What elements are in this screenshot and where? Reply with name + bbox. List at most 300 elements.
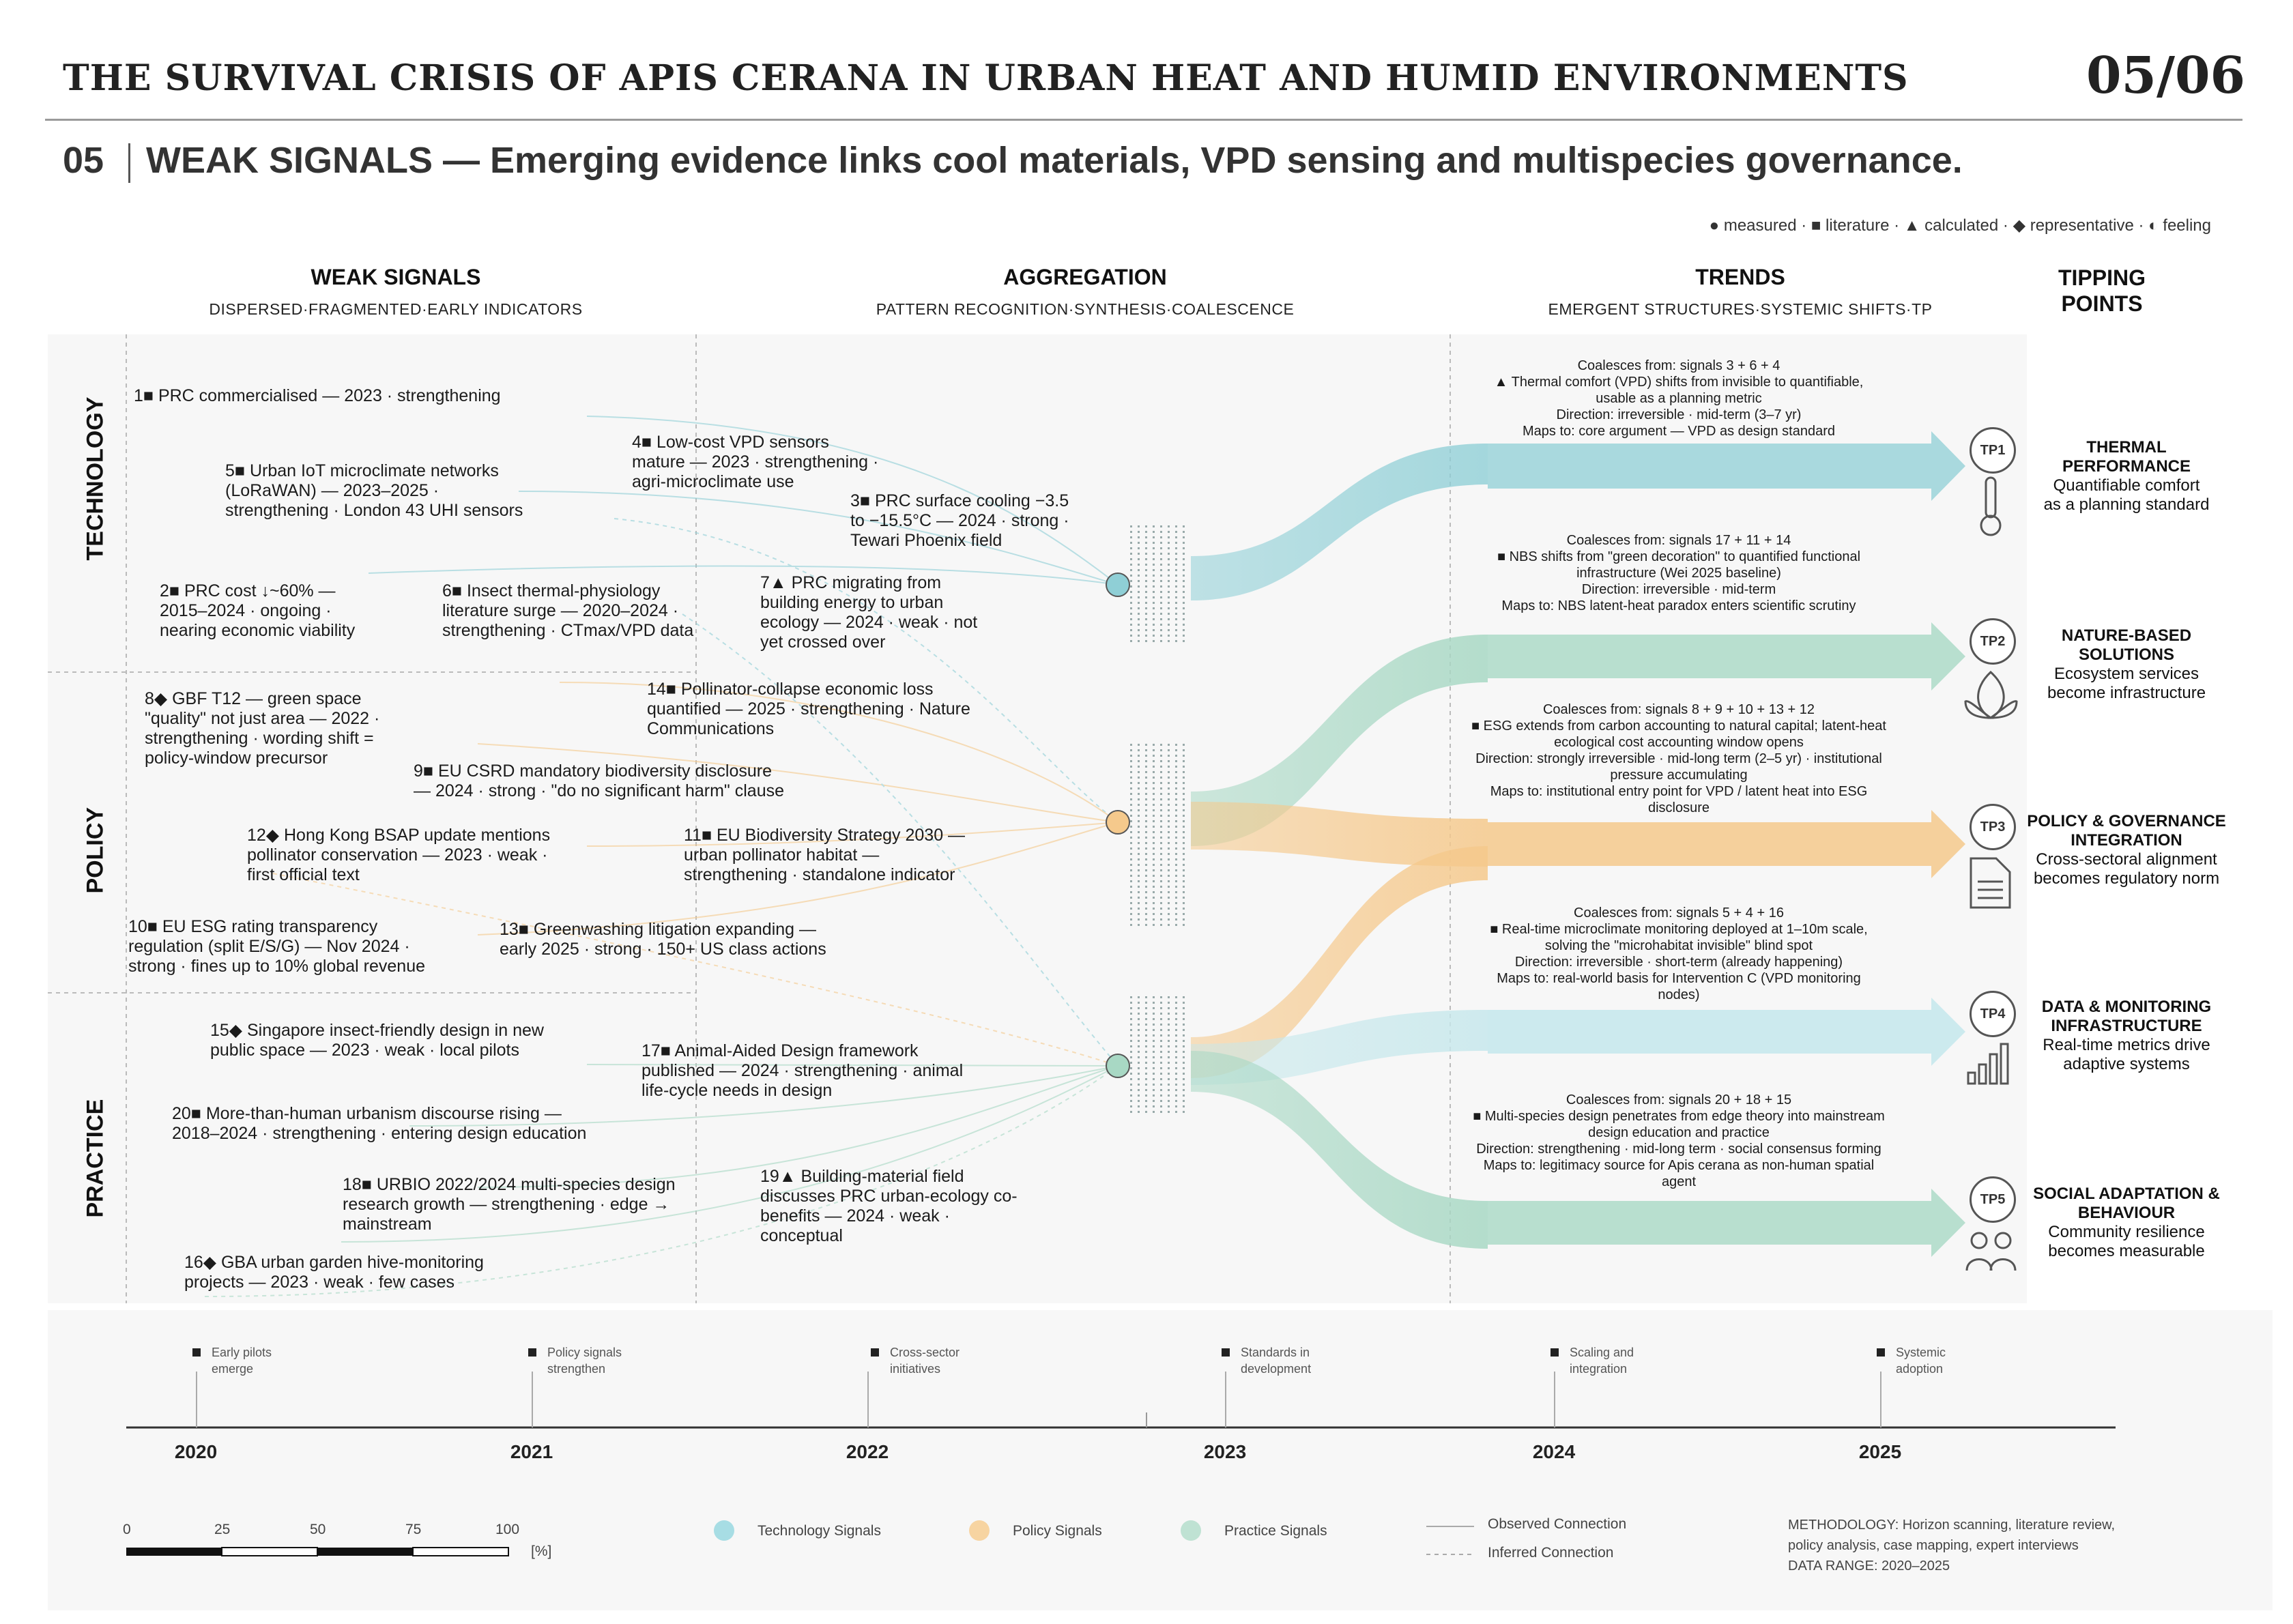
tp1-badge: TP1 — [1970, 427, 2016, 474]
aggregation-dot — [1145, 585, 1147, 588]
signal-7: 7▲ PRC migrating from building energy to urban ecology — 2024 · weak · not yet crossed over — [760, 573, 978, 652]
aggregation-dot — [1145, 547, 1147, 549]
aggregation-dot — [1168, 1029, 1170, 1031]
aggregation-dot — [1138, 908, 1140, 910]
aggregation-dot — [1145, 624, 1147, 626]
tp4-badge: TP4 — [1970, 991, 2016, 1037]
aggregation-dot — [1175, 1029, 1177, 1031]
aggregation-dot — [1168, 624, 1170, 626]
aggregation-dot — [1145, 602, 1147, 604]
aggregation-dot — [1175, 547, 1177, 549]
aggregation-dot — [1138, 536, 1140, 538]
row-label-practice: PRACTICE — [82, 1099, 109, 1218]
aggregation-dot — [1183, 1094, 1185, 1097]
aggregation-dot — [1183, 755, 1185, 757]
aggregation-dot — [1130, 525, 1132, 527]
aggregation-dot — [1138, 585, 1140, 588]
aggregation-dot — [1138, 1056, 1140, 1058]
aggregation-dot — [1145, 847, 1147, 850]
aggregation-dot — [1168, 1094, 1170, 1097]
aggregation-dot — [1130, 924, 1132, 926]
signal-18: 18■ URBIO 2022/2024 multi-species design research growth — strengthening · edge → mainstream — [343, 1175, 676, 1234]
aggregation-dot — [1168, 1013, 1170, 1015]
aggregation-dot — [1175, 749, 1177, 751]
aggregation-dot — [1160, 777, 1162, 779]
aggregation-dot — [1138, 547, 1140, 549]
aggregation-dot — [1175, 596, 1177, 598]
aggregation-dot — [1183, 891, 1185, 893]
aggregation-dot — [1160, 596, 1162, 598]
aggregation-dot — [1130, 1024, 1132, 1026]
aggregation-dot — [1183, 585, 1185, 588]
aggregation-dot — [1138, 864, 1140, 866]
aggregation-dot — [1130, 749, 1132, 751]
aggregation-dot — [1160, 553, 1162, 555]
aggregation-dot — [1168, 1062, 1170, 1064]
milestone-marker — [1222, 1348, 1230, 1357]
aggregation-dot — [1168, 831, 1170, 833]
aggregation-dot — [1153, 629, 1155, 631]
aggregation-dot — [1175, 886, 1177, 888]
aggregation-dot — [1183, 875, 1185, 877]
aggregation-dot — [1168, 575, 1170, 577]
signal-8: 8◆ GBF T12 — green space "quality" not just area — 2022 · strengthening · wording shift = policy-window precursor — [145, 689, 380, 768]
aggregation-dot — [1138, 853, 1140, 855]
aggregation-dot — [1175, 744, 1177, 746]
tp2-text — [2024, 626, 2229, 703]
aggregation-dot — [1153, 809, 1155, 811]
aggregation-dot — [1168, 1051, 1170, 1053]
methodology-note: METHODOLOGY: Horizon scanning, literature review, policy analysis, case mapping, expert interviews DATA RANGE: 2020–2025 — [1788, 1518, 2116, 1574]
aggregation-dot — [1175, 1084, 1177, 1086]
aggregation-dot — [1145, 1029, 1147, 1031]
aggregation-dot — [1138, 596, 1140, 598]
aggregation-dot — [1138, 640, 1140, 642]
aggregation-dot — [1160, 1056, 1162, 1058]
milestone-2: Policy signals strengthen — [547, 1346, 622, 1376]
aggregation-dot — [1130, 1002, 1132, 1004]
aggregation-dot — [1168, 908, 1170, 910]
aggregation-dot — [1153, 1111, 1155, 1113]
aggregation-dot — [1160, 918, 1162, 920]
milestone-3: Cross-sector initiatives — [890, 1346, 960, 1376]
aggregation-dot — [1153, 842, 1155, 844]
milestone-1: Early pilots emerge — [212, 1346, 272, 1376]
col-weak-title: WEAK SIGNALS — [311, 265, 481, 289]
aggregation-dot — [1183, 624, 1185, 626]
aggregation-dot — [1183, 902, 1185, 904]
aggregation-dot — [1145, 531, 1147, 533]
aggregation-dot — [1138, 542, 1140, 544]
aggregation-dot — [1175, 1024, 1177, 1026]
aggregation-dot — [1130, 1100, 1132, 1102]
aggregation-dot — [1175, 864, 1177, 866]
aggregation-dot — [1160, 820, 1162, 822]
trend-3: Coalesces from: signals 8 + 9 + 10 + 13 + 12 ■ ESG extends from carbon accounting to natural capital; latent-heat ecological cost accounting window opens Direction: strongly irreversible · mid-long term (2–5 yr) · institutional pressure accumulating Maps to: institutional entry point for VPD / latent heat into ESG disclosure — [1471, 702, 1886, 815]
aggregation-dot — [1183, 558, 1185, 560]
aggregation-dot — [1183, 1078, 1185, 1080]
aggregation-dot — [1183, 815, 1185, 817]
aggregation-dot — [1153, 902, 1155, 904]
aggregation-dot — [1130, 996, 1132, 998]
aggregation-dot — [1153, 886, 1155, 888]
symbol-key: ● measured · ■ literature · ▲ calculated · ◆ representative · ◐ feeling — [1709, 216, 2211, 235]
aggregation-dot — [1153, 1013, 1155, 1015]
signal-9: 9■ EU CSRD mandatory biodiversity disclosure — 2024 · strong · "do no significant harm" clause — [414, 762, 785, 800]
aggregation-dot — [1168, 1018, 1170, 1020]
aggregation-dot — [1130, 1105, 1132, 1107]
aggregation-dot — [1153, 618, 1155, 620]
aggregation-dot — [1183, 569, 1185, 571]
aggregation-dot — [1160, 547, 1162, 549]
aggregation-dot — [1130, 787, 1132, 789]
aggregation-dot — [1145, 793, 1147, 795]
aggregation-dot — [1145, 640, 1147, 642]
aggregation-dot — [1175, 607, 1177, 609]
aggregation-dot — [1138, 1078, 1140, 1080]
aggregation-dot — [1160, 1034, 1162, 1036]
aggregation-dot — [1145, 804, 1147, 806]
signal-17: 17■ Animal-Aided Design framework published — 2024 · strengthening · animal life-cycle needs in design — [641, 1041, 964, 1100]
aggregation-dot — [1168, 580, 1170, 582]
aggregation-dot — [1168, 585, 1170, 588]
aggregation-dot — [1160, 542, 1162, 544]
aggregation-dot — [1183, 1111, 1185, 1113]
aggregation-dot — [1168, 596, 1170, 598]
aggregation-dot — [1153, 536, 1155, 538]
aggregation-dot — [1130, 913, 1132, 915]
signal-4: 4■ Low-cost VPD sensors mature — 2023 · strengthening · agri-microclimate use — [632, 433, 879, 491]
aggregation-dot — [1168, 869, 1170, 871]
aggregation-dot — [1168, 820, 1170, 822]
aggregation-dot — [1175, 996, 1177, 998]
aggregation-dot — [1138, 744, 1140, 746]
aggregation-dot — [1175, 558, 1177, 560]
aggregation-dot — [1183, 853, 1185, 855]
aggregation-dot — [1183, 771, 1185, 773]
aggregation-dot — [1168, 897, 1170, 899]
aggregation-dot — [1175, 580, 1177, 582]
aggregation-dot — [1175, 815, 1177, 817]
aggregation-dot — [1168, 1067, 1170, 1069]
aggregation-dot — [1183, 749, 1185, 751]
aggregation-dot — [1138, 886, 1140, 888]
aggregation-dot — [1145, 1105, 1147, 1107]
col-trends-title: TRENDS — [1695, 265, 1785, 289]
aggregation-dot — [1160, 569, 1162, 571]
aggregation-dot — [1183, 831, 1185, 833]
aggregation-dot — [1168, 640, 1170, 642]
aggregation-dot — [1145, 1002, 1147, 1004]
aggregation-dot — [1175, 1051, 1177, 1053]
aggregation-dot — [1160, 1040, 1162, 1042]
aggregation-dot — [1160, 585, 1162, 588]
aggregation-dot — [1130, 918, 1132, 920]
aggregation-dot — [1130, 640, 1132, 642]
aggregation-dot — [1138, 749, 1140, 751]
aggregation-dot — [1130, 869, 1132, 871]
practice-hub — [1106, 1054, 1129, 1077]
aggregation-dot — [1160, 602, 1162, 604]
aggregation-dot — [1138, 777, 1140, 779]
aggregation-dot — [1175, 585, 1177, 588]
aggregation-dot — [1145, 777, 1147, 779]
aggregation-dot — [1130, 880, 1132, 882]
aggregation-dot — [1130, 1067, 1132, 1069]
aggregation-dot — [1138, 607, 1140, 609]
aggregation-dot — [1153, 1002, 1155, 1004]
tp5-text — [2024, 1185, 2229, 1261]
aggregation-dot — [1130, 891, 1132, 893]
aggregation-dot — [1168, 913, 1170, 915]
aggregation-dot — [1130, 755, 1132, 757]
milestone-marker — [528, 1348, 536, 1357]
aggregation-dot — [1153, 640, 1155, 642]
aggregation-dot — [1175, 798, 1177, 800]
tp2-desc: Ecosystem services become infrastructure — [2047, 665, 2206, 702]
aggregation-dot — [1145, 607, 1147, 609]
scale-unit: [%] — [531, 1543, 552, 1559]
tp4-text — [2024, 998, 2229, 1074]
aggregation-dot — [1153, 924, 1155, 926]
aggregation-dot — [1153, 1067, 1155, 1069]
aggregation-dot — [1153, 1062, 1155, 1064]
aggregation-dot — [1160, 564, 1162, 566]
aggregation-dot — [1183, 1013, 1185, 1015]
signal-1: 1■ PRC commercialised — 2023 · strengthening — [134, 386, 501, 405]
aggregation-dot — [1168, 826, 1170, 828]
signal-16: 16◆ GBA urban garden hive-monitoring projects — 2023 · weak · few cases — [184, 1253, 484, 1292]
aggregation-dot — [1183, 820, 1185, 822]
aggregation-dot — [1168, 531, 1170, 533]
aggregation-dot — [1130, 777, 1132, 779]
aggregation-dot — [1145, 1024, 1147, 1026]
aggregation-dot — [1175, 542, 1177, 544]
aggregation-dot — [1153, 820, 1155, 822]
aggregation-dot — [1160, 1089, 1162, 1091]
year-2025: 2025 — [1858, 1441, 1902, 1462]
tp3-title: POLICY & GOVERNANCE INTEGRATION — [2027, 812, 2226, 850]
aggregation-dot — [1175, 1018, 1177, 1020]
aggregation-dot — [1130, 580, 1132, 582]
col-agg-sub: PATTERN RECOGNITION·SYNTHESIS·COALESCENCE — [876, 300, 1295, 318]
aggregation-dot — [1160, 924, 1162, 926]
aggregation-dot — [1168, 858, 1170, 860]
aggregation-dot — [1130, 542, 1132, 544]
aggregation-dot — [1145, 749, 1147, 751]
milestone-stem — [1880, 1372, 1881, 1427]
aggregation-dot — [1175, 553, 1177, 555]
aggregation-dot — [1145, 880, 1147, 882]
aggregation-dot — [1160, 858, 1162, 860]
aggregation-dot — [1160, 826, 1162, 828]
tp3-desc: Cross-sectoral alignment becomes regulatory norm — [2033, 850, 2220, 888]
aggregation-dot — [1175, 793, 1177, 795]
aggregation-dot — [1168, 924, 1170, 926]
aggregation-dot — [1130, 1007, 1132, 1009]
aggregation-dot — [1168, 837, 1170, 839]
aggregation-dot — [1168, 842, 1170, 844]
tp3-text — [2024, 812, 2229, 888]
aggregation-dot — [1183, 869, 1185, 871]
aggregation-dot — [1183, 542, 1185, 544]
aggregation-dot — [1138, 918, 1140, 920]
aggregation-dot — [1145, 908, 1147, 910]
aggregation-dot — [1183, 575, 1185, 577]
aggregation-dot — [1153, 782, 1155, 784]
aggregation-dot — [1160, 629, 1162, 631]
aggregation-dot — [1130, 837, 1132, 839]
aggregation-dot — [1160, 1013, 1162, 1015]
aggregation-dot — [1153, 787, 1155, 789]
aggregation-dot — [1130, 771, 1132, 773]
aggregation-dot — [1153, 766, 1155, 768]
aggregation-dot — [1145, 924, 1147, 926]
aggregation-dot — [1145, 1094, 1147, 1097]
aggregation-dot — [1138, 924, 1140, 926]
aggregation-dot — [1168, 787, 1170, 789]
aggregation-dot — [1145, 897, 1147, 899]
aggregation-dot — [1168, 744, 1170, 746]
aggregation-dot — [1175, 924, 1177, 926]
aggregation-dot — [1153, 1100, 1155, 1102]
aggregation-dot — [1160, 635, 1162, 637]
tp3-badge: TP3 — [1970, 804, 2016, 850]
aggregation-dot — [1160, 1094, 1162, 1097]
aggregation-dot — [1138, 1051, 1140, 1053]
aggregation-dot — [1138, 902, 1140, 904]
aggregation-dot — [1145, 864, 1147, 866]
aggregation-dot — [1145, 1040, 1147, 1042]
aggregation-dot — [1160, 782, 1162, 784]
aggregation-dot — [1175, 1111, 1177, 1113]
aggregation-dot — [1145, 525, 1147, 527]
aggregation-dot — [1153, 913, 1155, 915]
aggregation-dot — [1153, 547, 1155, 549]
signal-15: 15◆ Singapore insect-friendly design in new public space — 2023 · weak · local pilots — [210, 1021, 544, 1060]
aggregation-dot — [1168, 755, 1170, 757]
tp2-title: NATURE-BASED SOLUTIONS — [2061, 626, 2192, 664]
aggregation-dot — [1168, 525, 1170, 527]
aggregation-dot — [1168, 629, 1170, 631]
aggregation-dot — [1175, 891, 1177, 893]
aggregation-dot — [1160, 1018, 1162, 1020]
aggregation-dot — [1160, 902, 1162, 904]
legend-observed: Observed Connection — [1488, 1516, 1627, 1532]
milestone-4: Standards in development — [1241, 1346, 1312, 1376]
aggregation-dot — [1175, 782, 1177, 784]
aggregation-dot — [1145, 842, 1147, 844]
aggregation-dot — [1168, 1002, 1170, 1004]
aggregation-dot — [1138, 820, 1140, 822]
aggregation-dot — [1168, 564, 1170, 566]
aggregation-dot — [1153, 624, 1155, 626]
aggregation-dot — [1145, 875, 1147, 877]
aggregation-dot — [1160, 996, 1162, 998]
aggregation-dot — [1153, 1078, 1155, 1080]
aggregation-dot — [1138, 613, 1140, 615]
aggregation-dot — [1130, 1040, 1132, 1042]
aggregation-dot — [1175, 842, 1177, 844]
aggregation-dot — [1183, 1029, 1185, 1031]
aggregation-dot — [1160, 913, 1162, 915]
aggregation-dot — [1183, 564, 1185, 566]
aggregation-dot — [1183, 886, 1185, 888]
aggregation-dot — [1183, 618, 1185, 620]
aggregation-dot — [1183, 760, 1185, 762]
scale-25: 25 — [214, 1522, 231, 1537]
aggregation-dot — [1153, 858, 1155, 860]
aggregation-dot — [1168, 918, 1170, 920]
aggregation-dot — [1183, 858, 1185, 860]
aggregation-dot — [1183, 1034, 1185, 1036]
tp1-desc: Quantifiable comfort as a planning standard — [2043, 476, 2210, 514]
aggregation-dot — [1145, 575, 1147, 577]
aggregation-dot — [1175, 1045, 1177, 1047]
aggregation-dot — [1160, 864, 1162, 866]
aggregation-dot — [1183, 1089, 1185, 1091]
milestone-stem — [196, 1372, 197, 1427]
aggregation-dot — [1160, 531, 1162, 533]
aggregation-dot — [1145, 596, 1147, 598]
aggregation-dot — [1175, 618, 1177, 620]
aggregation-dot — [1160, 1007, 1162, 1009]
tp4-title: DATA & MONITORING INFRASTRUCTURE — [2041, 998, 2212, 1035]
aggregation-dot — [1168, 1084, 1170, 1086]
aggregation-dot — [1175, 1089, 1177, 1091]
aggregation-dot — [1130, 886, 1132, 888]
tp5-title: SOCIAL ADAPTATION & BEHAVIOUR — [2033, 1185, 2220, 1222]
aggregation-dot — [1183, 908, 1185, 910]
aggregation-dot — [1183, 1062, 1185, 1064]
aggregation-dot — [1183, 602, 1185, 604]
aggregation-dot — [1138, 635, 1140, 637]
aggregation-dot — [1175, 575, 1177, 577]
tp5-desc: Community resilience becomes measurable — [2048, 1223, 2205, 1260]
aggregation-dot — [1145, 1084, 1147, 1086]
aggregation-dot — [1153, 804, 1155, 806]
aggregation-dot — [1168, 766, 1170, 768]
aggregation-dot — [1153, 771, 1155, 773]
aggregation-dot — [1153, 918, 1155, 920]
aggregation-dot — [1168, 853, 1170, 855]
col-agg-title: AGGREGATION — [1003, 265, 1167, 289]
col-trends-sub: EMERGENT STRUCTURES·SYSTEMIC SHIFTS·TP — [1548, 300, 1933, 318]
aggregation-dot — [1153, 826, 1155, 828]
aggregation-dot — [1183, 837, 1185, 839]
aggregation-dot — [1183, 1045, 1185, 1047]
aggregation-dot — [1160, 749, 1162, 751]
aggregation-dot — [1138, 624, 1140, 626]
aggregation-dot — [1160, 640, 1162, 642]
aggregation-dot — [1153, 793, 1155, 795]
aggregation-dot — [1153, 575, 1155, 577]
aggregation-dot — [1183, 826, 1185, 828]
aggregation-dot — [1138, 1105, 1140, 1107]
aggregation-dot — [1168, 591, 1170, 593]
aggregation-dot — [1175, 820, 1177, 822]
aggregation-dot — [1175, 908, 1177, 910]
aggregation-dot — [1145, 891, 1147, 893]
aggregation-dot — [1183, 1051, 1185, 1053]
aggregation-dot — [1153, 569, 1155, 571]
aggregation-dot — [1160, 908, 1162, 910]
aggregation-dot — [1183, 1002, 1185, 1004]
aggregation-dot — [1153, 1094, 1155, 1097]
aggregation-dot — [1138, 847, 1140, 850]
aggregation-dot — [1183, 864, 1185, 866]
aggregation-dot — [1175, 804, 1177, 806]
